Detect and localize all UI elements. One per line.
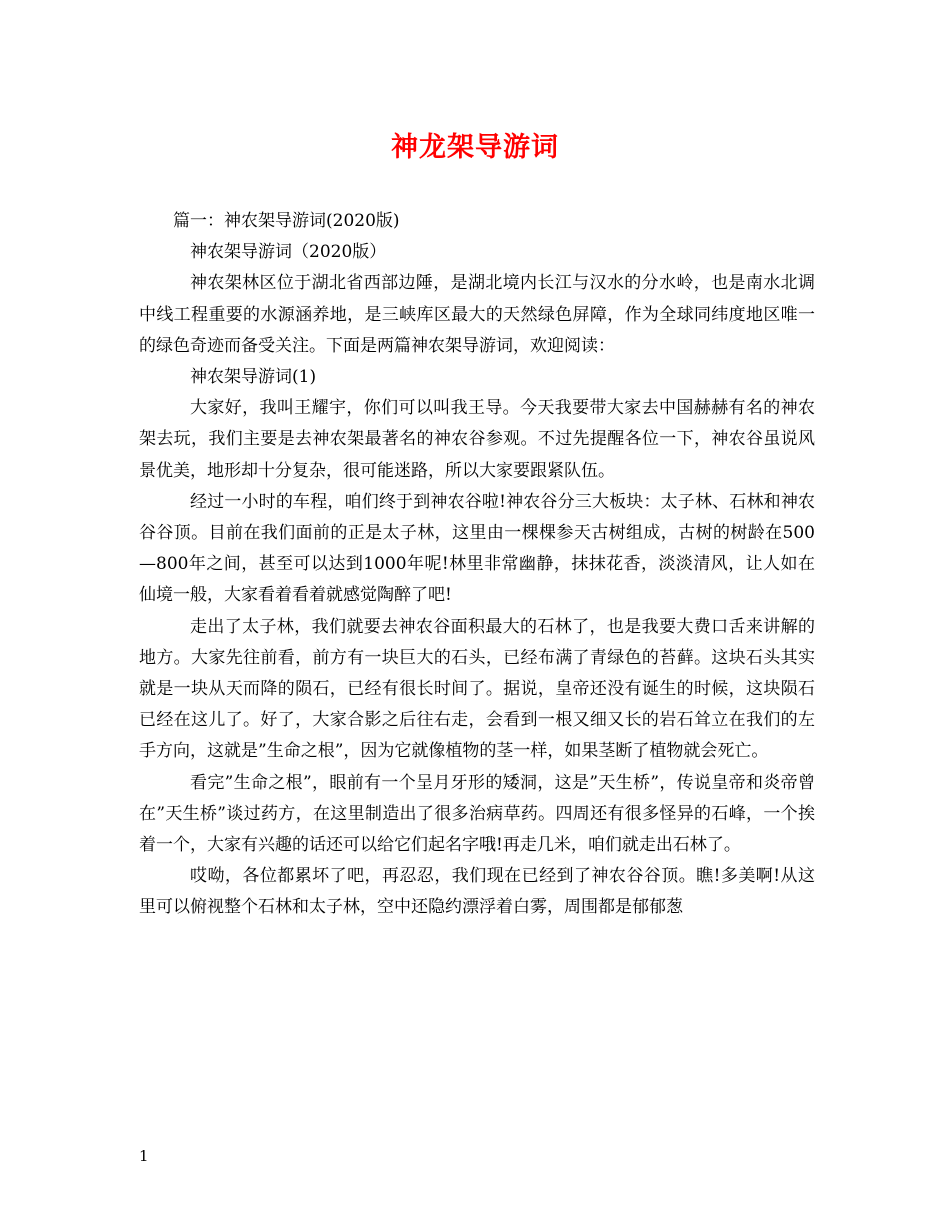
document-title: 神龙架导游词 — [391, 132, 559, 163]
paragraph: 看完”生命之根”，眼前有一个呈月牙形的矮洞，这是”天生桥”，传说皇帝和炎帝曾在”天生桥”谈过药方，在这里制造出了很多治病草药。四周还有很多怪异的石峰，一个挨着一个，大家有兴趣的话还可以给它们起名字哦!再走几米，咱们就走出石林了。 — [139, 772, 815, 856]
section-heading: 篇一：神农架导游词(2020版) — [173, 211, 400, 231]
section-subheading: 神农架导游词（2020版） — [190, 242, 387, 263]
paragraph: 神农架林区位于湖北省西部边陲，是湖北境内长江与汉水的分水岭，也是南水北调中线工程重要的水源涵养地，是三峡库区最大的天然绿色屏障，作为全球同纬度地区唯一的绿色奇迹而备受关注。下面是两篇神农架导游词，欢迎阅读： — [139, 273, 815, 356]
paragraph: 神农架导游词(1) — [190, 367, 317, 388]
paragraph: 大家好，我叫王耀宇，你们可以叫我王导。今天我要带大家去中国赫赫有名的神农架去玩，我们主要是去神农架最著名的神农谷参观。不过先提醒各位一下，神农谷虽说风景优美，地形却十分复杂，很可能迷路，所以大家要跟紧队伍。 — [139, 398, 815, 481]
document-body — [139, 206, 815, 924]
paragraph: 经过一小时的车程，咱们终于到神农谷啦!神农谷分三大板块：太子林、石林和神农谷谷顶。目前在我们面前的正是太子林，这里由一棵棵参天古树组成，古树的树龄在500—800年之间，甚至可以达到1000年呢!林里非常幽静，抹抹花香，淡淡清风，让人如在仙境一般，大家看着看着就感觉陶醉了吧! — [139, 491, 815, 606]
paragraph: 哎呦，各位都累坏了吧，再忍忍，我们现在已经到了神农谷谷顶。瞧!多美啊!从这里可以俯视整个石林和太子林，空中还隐约漂浮着白雾，周围都是郁郁葱 — [139, 866, 815, 918]
paragraph: 走出了太子林，我们就要去神农谷面积最大的石林了，也是我要大费口舌来讲解的地方。大家先往前看，前方有一块巨大的石头，已经布满了青绿色的苔藓。这块石头其实就是一块从天而降的陨石，已经有很长时间了。据说，皇帝还没有诞生的时候，这块陨石已经在这儿了。好了，大家合影之后往右走，会看到一根又细又长的岩石耸立在我们的左手方向，这就是”生命之根”，因为它就像植物的茎一样，如果茎断了植物就会死亡。 — [139, 616, 815, 762]
page-number: 1 — [139, 1147, 149, 1165]
